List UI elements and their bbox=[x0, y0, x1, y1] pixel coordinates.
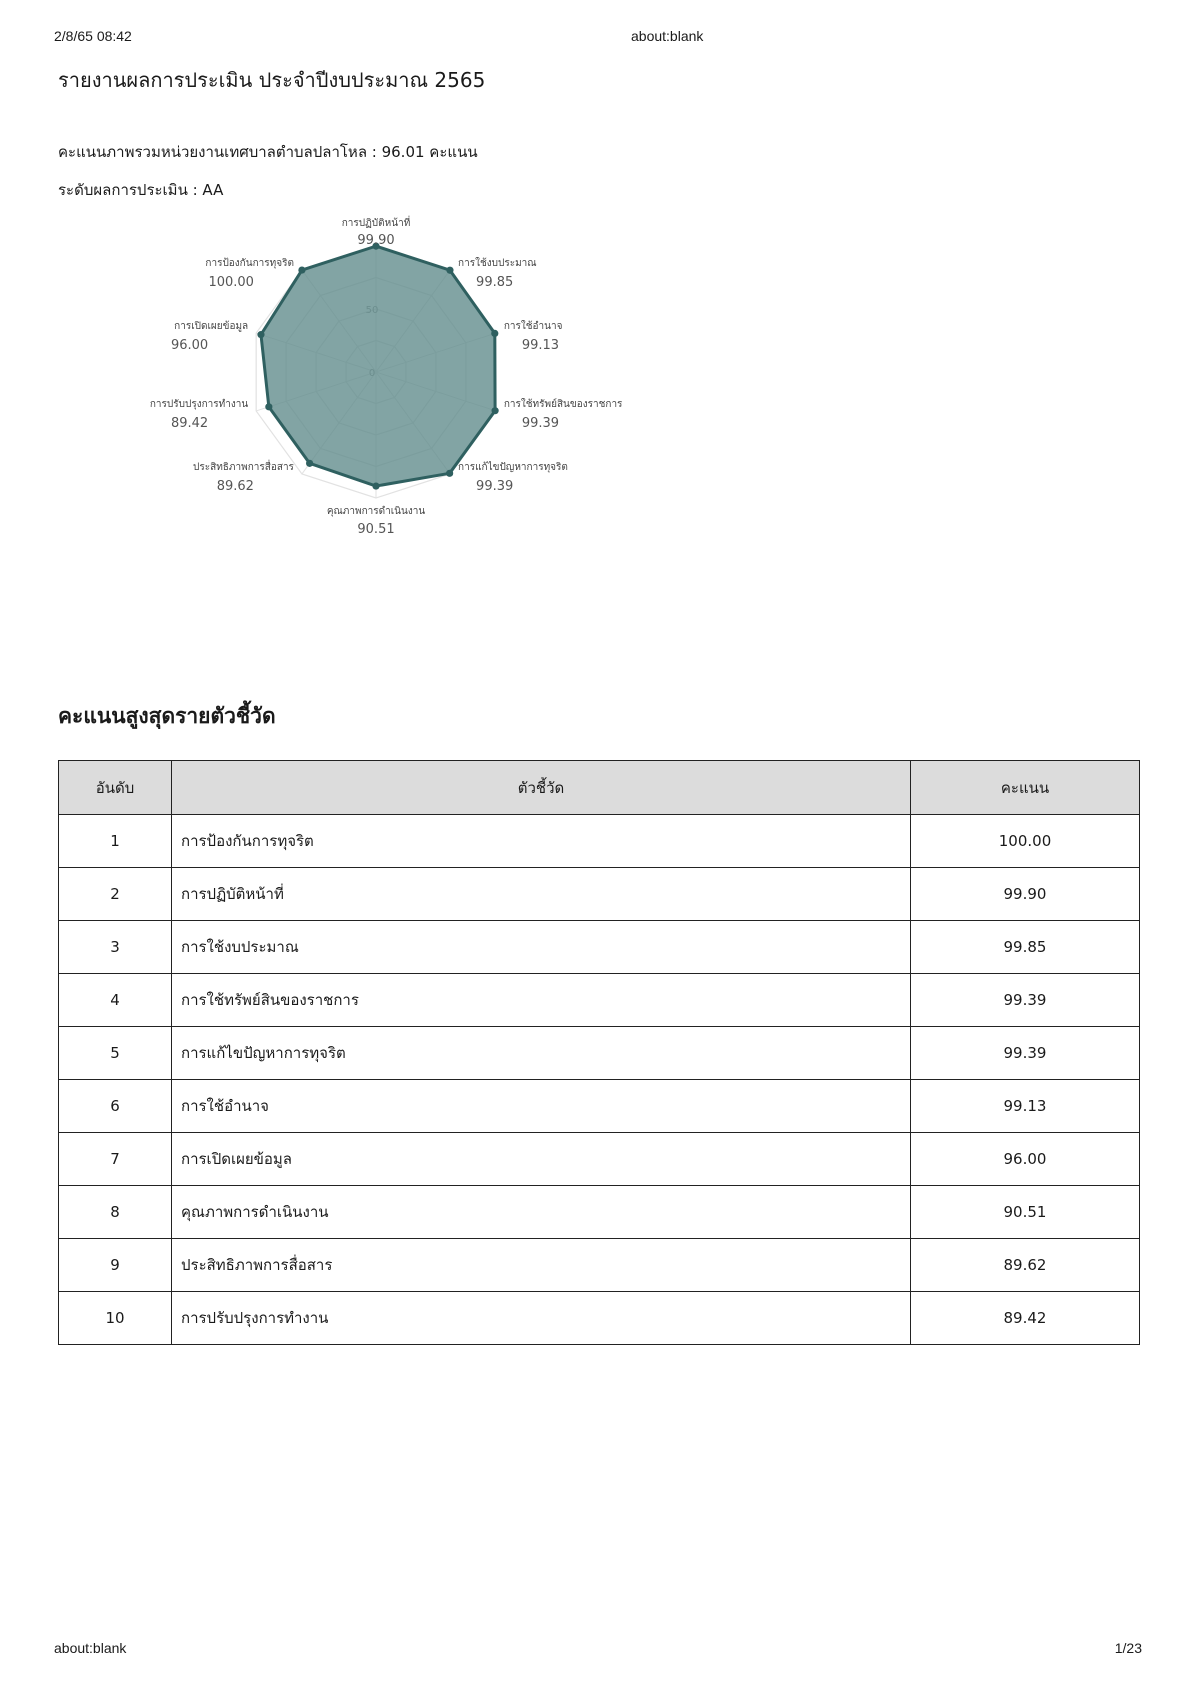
indicator-cell: คุณภาพการดำเนินงาน bbox=[172, 1186, 911, 1239]
header-rank: อันดับ bbox=[59, 761, 172, 815]
ranking-section-title: คะแนนสูงสุดรายตัวชี้วัด bbox=[58, 704, 276, 728]
rank-cell: 3 bbox=[59, 921, 172, 974]
indicator-cell: การป้องกันการทุจริต bbox=[172, 815, 911, 868]
radar-series bbox=[257, 243, 498, 490]
score-cell: 90.51 bbox=[911, 1186, 1140, 1239]
radar-data-point bbox=[298, 266, 305, 273]
header-indicator: ตัวชี้วัด bbox=[172, 761, 911, 815]
report-title: รายงานผลการประเมิน ประจำปีงบประมาณ 2565 bbox=[58, 68, 486, 92]
table-row bbox=[59, 1133, 1140, 1186]
score-cell: 99.39 bbox=[911, 1027, 1140, 1080]
indicator-cell: การใช้งบประมาณ bbox=[172, 921, 911, 974]
radar-series-area bbox=[261, 246, 495, 486]
radar-data-label: 96.00 bbox=[170, 338, 209, 354]
footer-url: about:blank bbox=[54, 1640, 127, 1656]
radar-data-point bbox=[257, 331, 264, 338]
radar-data-label: 99.39 bbox=[521, 415, 560, 431]
indicator-cell: การปรับปรุงการทำงาน bbox=[172, 1292, 911, 1345]
score-cell: 99.39 bbox=[911, 974, 1140, 1027]
table-row bbox=[59, 1292, 1140, 1345]
radar-data-label: 99.85 bbox=[476, 275, 514, 291]
score-cell: 89.42 bbox=[911, 1292, 1140, 1345]
radar-axis-label: ประสิทธิภาพการสื่อสาร bbox=[193, 461, 294, 473]
table-row bbox=[59, 868, 1140, 921]
indicator-cell: การปฏิบัติหน้าที่ bbox=[172, 868, 911, 921]
indicator-cell: ประสิทธิภาพการสื่อสาร bbox=[172, 1239, 911, 1292]
radar-data-label: 99.13 bbox=[521, 338, 560, 354]
indicator-cell: การเปิดเผยข้อมูล bbox=[172, 1133, 911, 1186]
radar-data-point bbox=[492, 407, 499, 414]
score-cell: 99.85 bbox=[911, 921, 1140, 974]
table-row bbox=[59, 815, 1140, 868]
table-row bbox=[59, 1027, 1140, 1080]
radar-axis-label: การใช้งบประมาณ bbox=[458, 258, 537, 270]
table-row bbox=[59, 1186, 1140, 1239]
ranking-table bbox=[58, 760, 1140, 1345]
table-row bbox=[59, 921, 1140, 974]
header-score: คะแนน bbox=[911, 761, 1140, 815]
radar-data-label: 89.62 bbox=[216, 478, 254, 494]
assessment-level-line: ระดับผลการประเมิน : AA bbox=[58, 181, 224, 199]
ranking-header-row bbox=[59, 761, 1140, 815]
rank-cell: 4 bbox=[59, 974, 172, 1027]
score-cell: 100.00 bbox=[911, 815, 1140, 868]
table-row bbox=[59, 1239, 1140, 1292]
table-row bbox=[59, 974, 1140, 1027]
score-cell: 89.62 bbox=[911, 1239, 1140, 1292]
radar-data-label: 89.42 bbox=[170, 415, 209, 431]
radar-axis-label: การใช้อำนาจ bbox=[503, 321, 563, 333]
radar-axis-label: การแก้ไขปัญหาการทุจริต bbox=[458, 461, 568, 473]
radar-data-point bbox=[446, 470, 453, 477]
radar-axis-label: การป้องกันการทุจริต bbox=[205, 258, 294, 270]
rank-cell: 7 bbox=[59, 1133, 172, 1186]
rank-cell: 6 bbox=[59, 1080, 172, 1133]
print-datetime: 2/8/65 08:42 bbox=[54, 28, 132, 44]
radar-data-point bbox=[372, 482, 379, 489]
radar-data-label: 100.00 bbox=[208, 275, 254, 291]
overall-score-line: คะแนนภาพรวมหน่วยงานเทศบาลตำบลปลาโหล : 96.01 คะแนน bbox=[58, 143, 478, 161]
page-number: 1/23 bbox=[1114, 1640, 1142, 1656]
score-cell: 96.00 bbox=[911, 1133, 1140, 1186]
rank-cell: 1 bbox=[59, 815, 172, 868]
radar-axis-label: คุณภาพการดำเนินงาน bbox=[326, 506, 426, 517]
radar-data-label: 99.39 bbox=[476, 478, 514, 494]
radar-data-point bbox=[491, 330, 498, 337]
radar-data-point bbox=[306, 460, 313, 467]
radar-data-point bbox=[265, 403, 272, 410]
radar-axis-label: การเปิดเผยข้อมูล bbox=[174, 321, 249, 333]
radar-data-point bbox=[446, 267, 453, 274]
radar-axis-label: การใช้ทรัพย์สินของราชการ bbox=[503, 398, 623, 410]
radar-chart bbox=[149, 218, 700, 590]
indicator-cell: การแก้ไขปัญหาการทุจริต bbox=[172, 1027, 911, 1080]
radar-data-label: 99.90 bbox=[357, 233, 395, 248]
rank-cell: 9 bbox=[59, 1239, 172, 1292]
indicator-cell: การใช้อำนาจ bbox=[172, 1080, 911, 1133]
rank-cell: 2 bbox=[59, 868, 172, 921]
rank-cell: 10 bbox=[59, 1292, 172, 1345]
rank-cell: 8 bbox=[59, 1186, 172, 1239]
radar-data-label: 90.51 bbox=[357, 522, 395, 537]
radar-axis-label: การปฏิบัติหน้าที่ bbox=[341, 218, 411, 229]
radar-axis-label: การปรับปรุงการทำงาน bbox=[149, 398, 249, 410]
score-cell: 99.90 bbox=[911, 868, 1140, 921]
score-cell: 99.13 bbox=[911, 1080, 1140, 1133]
table-row bbox=[59, 1080, 1140, 1133]
rank-cell: 5 bbox=[59, 1027, 172, 1080]
indicator-cell: การใช้ทรัพย์สินของราชการ bbox=[172, 974, 911, 1027]
print-url: about:blank bbox=[631, 28, 704, 44]
